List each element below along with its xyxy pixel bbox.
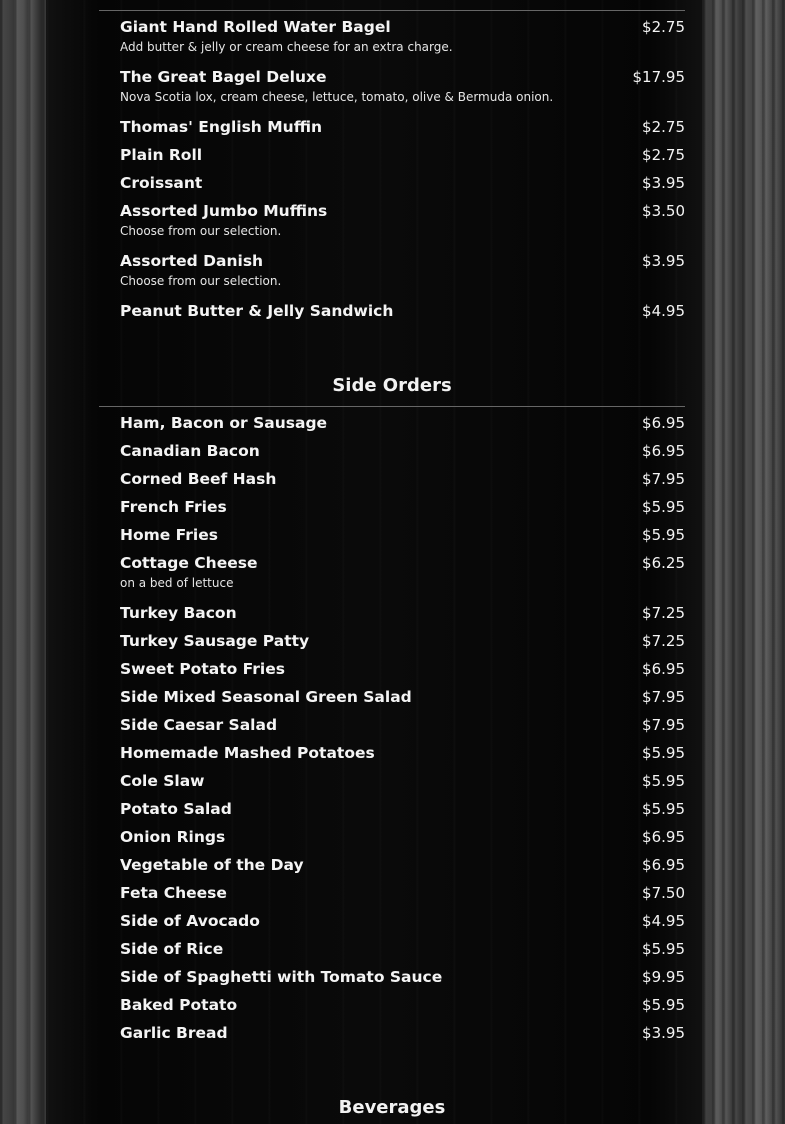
section-title: Side Orders	[332, 375, 452, 396]
item-price: $7.25	[642, 632, 685, 650]
section-title: Beverages	[338, 1097, 446, 1118]
item-price: $9.95	[642, 968, 685, 986]
item-name: Garlic Bread	[120, 1024, 228, 1042]
item-price: $3.95	[642, 174, 685, 192]
item-price: $5.95	[642, 772, 685, 790]
item-price: $7.95	[642, 688, 685, 706]
item-name: Turkey Bacon	[120, 604, 237, 622]
item-name: Side of Rice	[120, 940, 224, 958]
item-price: $5.95	[642, 800, 685, 818]
item-name: Side Mixed Seasonal Green Salad	[120, 688, 412, 706]
item-price: $5.95	[642, 940, 685, 958]
item-price: $6.95	[642, 414, 685, 432]
item-price: $2.75	[642, 18, 685, 36]
item-name: Sweet Potato Fries	[120, 660, 285, 678]
item-name: Turkey Sausage Patty	[120, 632, 310, 650]
item-name: Plain Roll	[120, 146, 203, 164]
item-name: Assorted Jumbo Muffins	[120, 202, 328, 220]
section-divider	[99, 406, 685, 407]
item-price: $5.95	[642, 996, 685, 1014]
item-name: Homemade Mashed Potatoes	[120, 744, 375, 762]
item-price: $3.95	[642, 1024, 685, 1042]
item-name: Cole Slaw	[120, 772, 205, 790]
item-name: Canadian Bacon	[120, 442, 260, 460]
item-name: Peanut Butter & Jelly Sandwich	[120, 302, 394, 320]
item-name: Croissant	[120, 174, 203, 192]
item-price: $6.95	[642, 660, 685, 678]
item-name: Cottage Cheese	[120, 554, 258, 572]
item-name: Vegetable of the Day	[120, 856, 304, 874]
wood-background-right	[702, 0, 785, 1124]
item-price: $5.95	[642, 526, 685, 544]
item-price: $4.95	[642, 912, 685, 930]
item-name: Feta Cheese	[120, 884, 227, 902]
item-name: Corned Beef Hash	[120, 470, 277, 488]
item-description: Nova Scotia lox, cream cheese, lettuce, tomato, olive & Bermuda onion.	[120, 90, 554, 104]
item-name: French Fries	[120, 498, 227, 516]
item-price: $7.95	[642, 716, 685, 734]
item-name: Baked Potato	[120, 996, 238, 1014]
item-price: $3.95	[642, 252, 685, 270]
item-description: Add butter & jelly or cream cheese for an extra charge.	[120, 40, 453, 54]
item-name: Assorted Danish	[120, 252, 264, 270]
item-price: $2.75	[642, 146, 685, 164]
item-price: $4.95	[642, 302, 685, 320]
item-price: $6.95	[642, 442, 685, 460]
item-description: on a bed of lettuce	[120, 576, 234, 590]
item-price: $6.25	[642, 554, 685, 572]
item-name: Thomas' English Muffin	[120, 118, 323, 136]
item-name: Home Fries	[120, 526, 218, 544]
item-price: $6.95	[642, 856, 685, 874]
item-price: $6.95	[642, 828, 685, 846]
item-name: Side of Avocado	[120, 912, 260, 930]
section-divider-top	[99, 10, 685, 11]
item-price: $7.25	[642, 604, 685, 622]
item-price: $17.95	[632, 68, 685, 86]
item-name: Onion Rings	[120, 828, 226, 846]
item-description: Choose from our selection.	[120, 274, 282, 288]
item-price: $3.50	[642, 202, 685, 220]
item-price: $7.95	[642, 470, 685, 488]
item-price: $5.95	[642, 744, 685, 762]
item-price: $7.50	[642, 884, 685, 902]
item-price: $5.95	[642, 498, 685, 516]
item-name: Ham, Bacon or Sausage	[120, 414, 328, 432]
item-name: Potato Salad	[120, 800, 232, 818]
item-name: The Great Bagel Deluxe	[120, 68, 327, 86]
item-name: Side of Spaghetti with Tomato Sauce	[120, 968, 443, 986]
item-name: Giant Hand Rolled Water Bagel	[120, 18, 391, 36]
item-description: Choose from our selection.	[120, 224, 282, 238]
item-price: $2.75	[642, 118, 685, 136]
item-name: Side Caesar Salad	[120, 716, 278, 734]
